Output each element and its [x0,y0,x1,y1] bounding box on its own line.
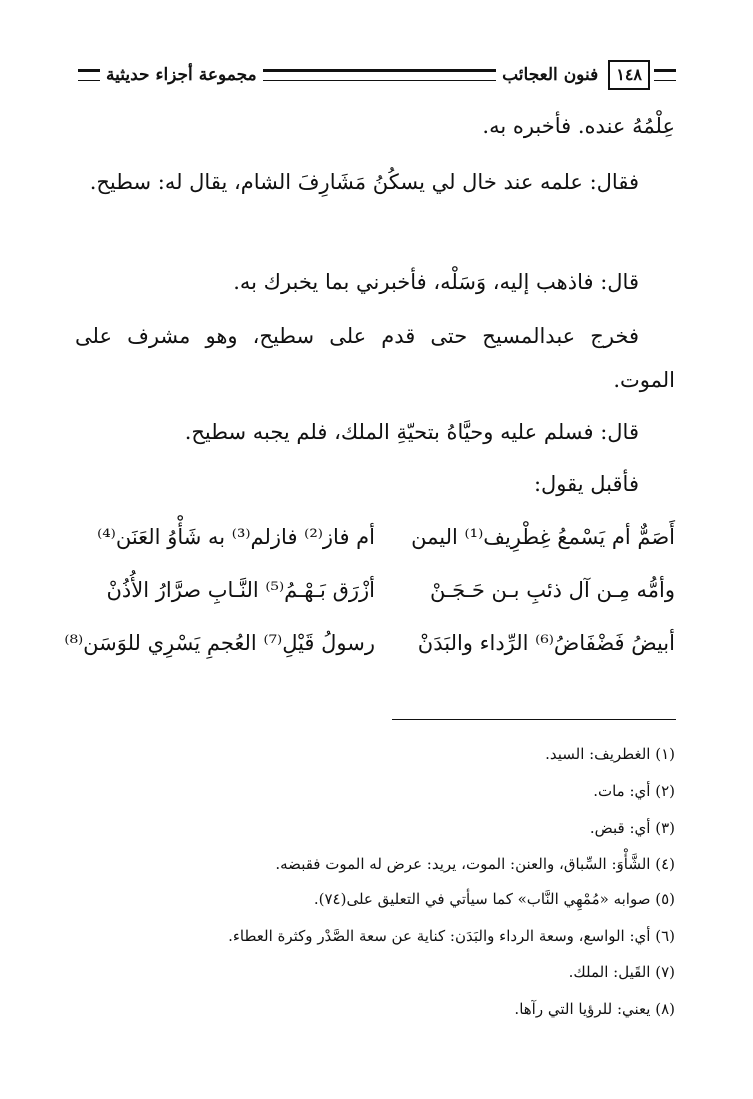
verse-second-hemistich: أزْرَق بَـهْـمُ⁽⁵⁾ النَّـابِ صرَّارُ الأُذُنْ [106,578,375,602]
verse-second-hemistich: أم فاز⁽²⁾ فازلم⁽³⁾ به شَأْوُ العَنَن⁽⁴⁾ [97,525,375,549]
verse-second-hemistich: رسولُ قَيْلِ⁽⁷⁾ العُجمِ يَسْرِي للوَسَن⁽⁸⁾ [64,631,375,655]
footnote-2: (٢) أي: مات. [593,782,675,800]
footnote-5: (٥) صوابه «مُمْهِي النَّاب» كما سيأتي في التعليق على(٧٤). [313,890,675,908]
header-ornament-left [78,69,100,81]
verse-first-hemistich: أبيضُ فَضْفَاضُ⁽⁶⁾ الرِّداء والبَدَنْ [417,631,675,655]
paragraph-4: فخرج عبدالمسيح حتى قدم على سطيح، وهو مشرف على الموت. [75,324,675,392]
verse-line [75,522,675,552]
running-header [78,58,676,92]
paragraph-5: قال: فسلم عليه وحيَّاهُ بتحيّةِ الملك، فلم يجبه سطيح. [184,420,639,444]
verse-line [75,575,675,605]
header-ornament-right [654,69,676,81]
paragraph-6: فأقبل يقول: [533,472,639,496]
paragraph-2: فقال: علمه عند خال لي يسكُنُ مَشَارِفَ الشام، يقال له: سطيح. [89,170,639,194]
verse-first-hemistich: أَصَمٌّ أم يَسْمعُ غِطْرِيف⁽¹⁾ اليمن [411,525,675,549]
footnote-3: (٣) أي: قبض. [589,819,675,837]
book-title: فنون العجائب [502,65,599,85]
verse-line [64,628,675,658]
footnote-separator [392,719,676,720]
footnote-7: (٧) القَيل: الملك. [568,963,675,981]
verse-first-hemistich: وأمُّه مِـن آل ذئبِ بـن حَـجَـنْ [430,578,675,602]
footnote-8: (٨) يعني: للرؤيا التي رآها. [514,1000,675,1018]
header-rule [263,69,496,81]
footnote-4: (٤) الشَّأْوَ: السِّباق، والعنن: الموت، يريد: عرض له الموت فقبضه. [275,855,675,873]
collection-title: مجموعة أجزاء حديثية [106,65,257,85]
footnote-1: (١) الغطريف: السيد. [545,745,675,763]
footnote-6: (٦) أي: الواسع، وسعة الرداء والبَدَن: كناية عن سعة الصَّدْر وكثرة العطاء. [228,927,675,945]
paragraph-1: عِلْمُهُ عنده. فأخبره به. [482,114,675,138]
paragraph-3: قال: فاذهب إليه، وَسَلْه، فأخبرني بما يخبرك به. [233,270,639,294]
page-number: ١٤٨ [608,60,650,90]
